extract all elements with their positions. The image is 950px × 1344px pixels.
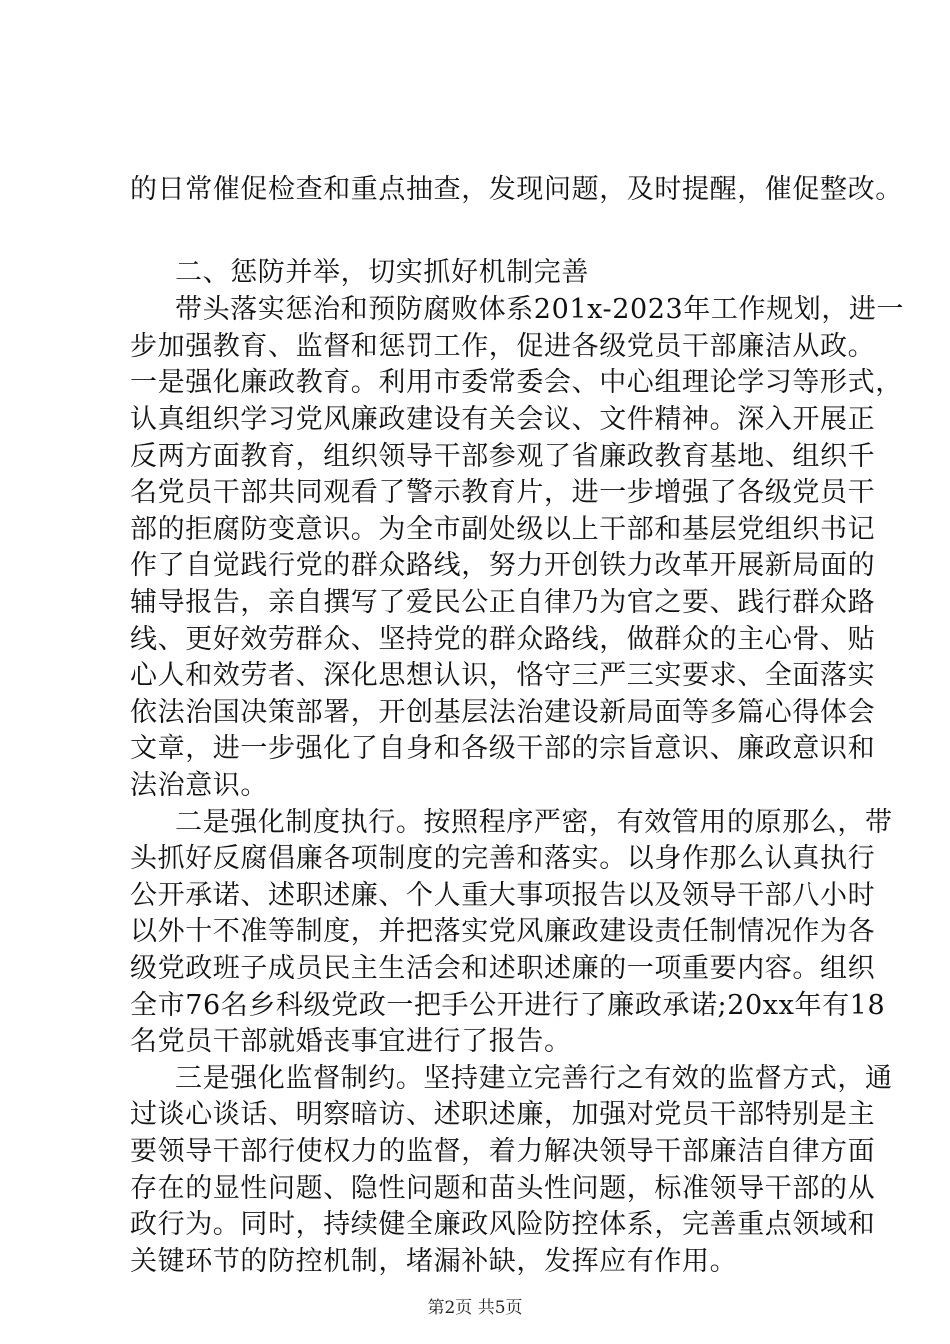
text-line: 线、更好效劳群众、坚持党的群众路线，做群众的主心骨、贴 (130, 624, 876, 655)
text-line: 反两方面教育，组织领导干部参观了省廉政教育基地、组织千 (130, 441, 876, 472)
text-line: 关键环节的防控机制，堵漏补缺，发挥应有作用。 (130, 1246, 738, 1277)
text-line: 级党政班子成员民主生活会和述职述廉的一项重要内容。组织 (130, 953, 876, 984)
section-heading: 二、惩防并举，切实抓好机制完善 (175, 257, 589, 288)
text-line: 心人和效劳者、深化思想认识，恪守三严三实要求、全面落实 (130, 660, 876, 691)
text-line: 以外十不准等制度，并把落实党风廉政建设责任制情况作为各 (130, 916, 876, 947)
text-line: 二是强化制度执行。按照程序严密，有效管用的原那么，带 (175, 807, 893, 838)
text-line: 头抓好反腐倡廉各项制度的完善和落实。以身作那么认真执行 (130, 843, 876, 874)
text-line: 法治意识。 (130, 770, 268, 801)
text-line: 辅导报告，亲自撰写了爱民公正自律乃为官之要、践行群众路 (130, 587, 876, 618)
text-line: 部的拒腐防变意识。为全市副处级以上干部和基层党组织书记 (130, 514, 876, 545)
page-number-footer: 第2页 共5页 (427, 1298, 523, 1318)
text-line: 的日常催促检查和重点抽查，发现问题，及时提醒，催促整改。 (130, 174, 903, 205)
text-line: 认真组织学习党风廉政建设有关会议、文件精神。深入开展正 (130, 404, 876, 435)
text-line: 名党员干部共同观看了警示教育片，进一步增强了各级党员干 (130, 477, 876, 508)
text-line: 全市76名乡科级党政一把手公开进行了廉政承诺;20xx年有18 (130, 990, 886, 1021)
text-line: 政行为。同时，持续健全廉政风险防控体系，完善重点领域和 (130, 1209, 876, 1240)
text-line: 存在的显性问题、隐性问题和苗头性问题，标准领导干部的从 (130, 1173, 876, 1204)
text-line: 要领导干部行使权力的监督，着力解决领导干部廉洁自律方面 (130, 1136, 876, 1167)
text-line: 过谈心谈话、明察暗访、述职述廉，加强对党员干部特别是主 (130, 1099, 876, 1130)
text-line: 文章，进一步强化了自身和各级干部的宗旨意识、廉政意识和 (130, 733, 876, 764)
text-line: 步加强教育、监督和惩罚工作，促进各级党员干部廉洁从政。 (130, 331, 876, 362)
text-line: 三是强化监督制约。坚持建立完善行之有效的监督方式，通 (175, 1063, 893, 1094)
text-line: 作了自觉践行党的群众路线，努力开创铁力改革开展新局面的 (130, 550, 876, 581)
text-line: 一是强化廉政教育。利用市委常委会、中心组理论学习等形式， (130, 367, 903, 398)
text-line: 名党员干部就婚丧事宜进行了报告。 (130, 1026, 572, 1057)
text-line: 依法治国决策部署，开创基层法治建设新局面等多篇心得体会 (130, 697, 876, 728)
text-line: 带头落实惩治和预防腐败体系201x-2023年工作规划，进一 (175, 294, 905, 325)
text-line: 公开承诺、述职述廉、个人重大事项报告以及领导干部八小时 (130, 880, 876, 911)
